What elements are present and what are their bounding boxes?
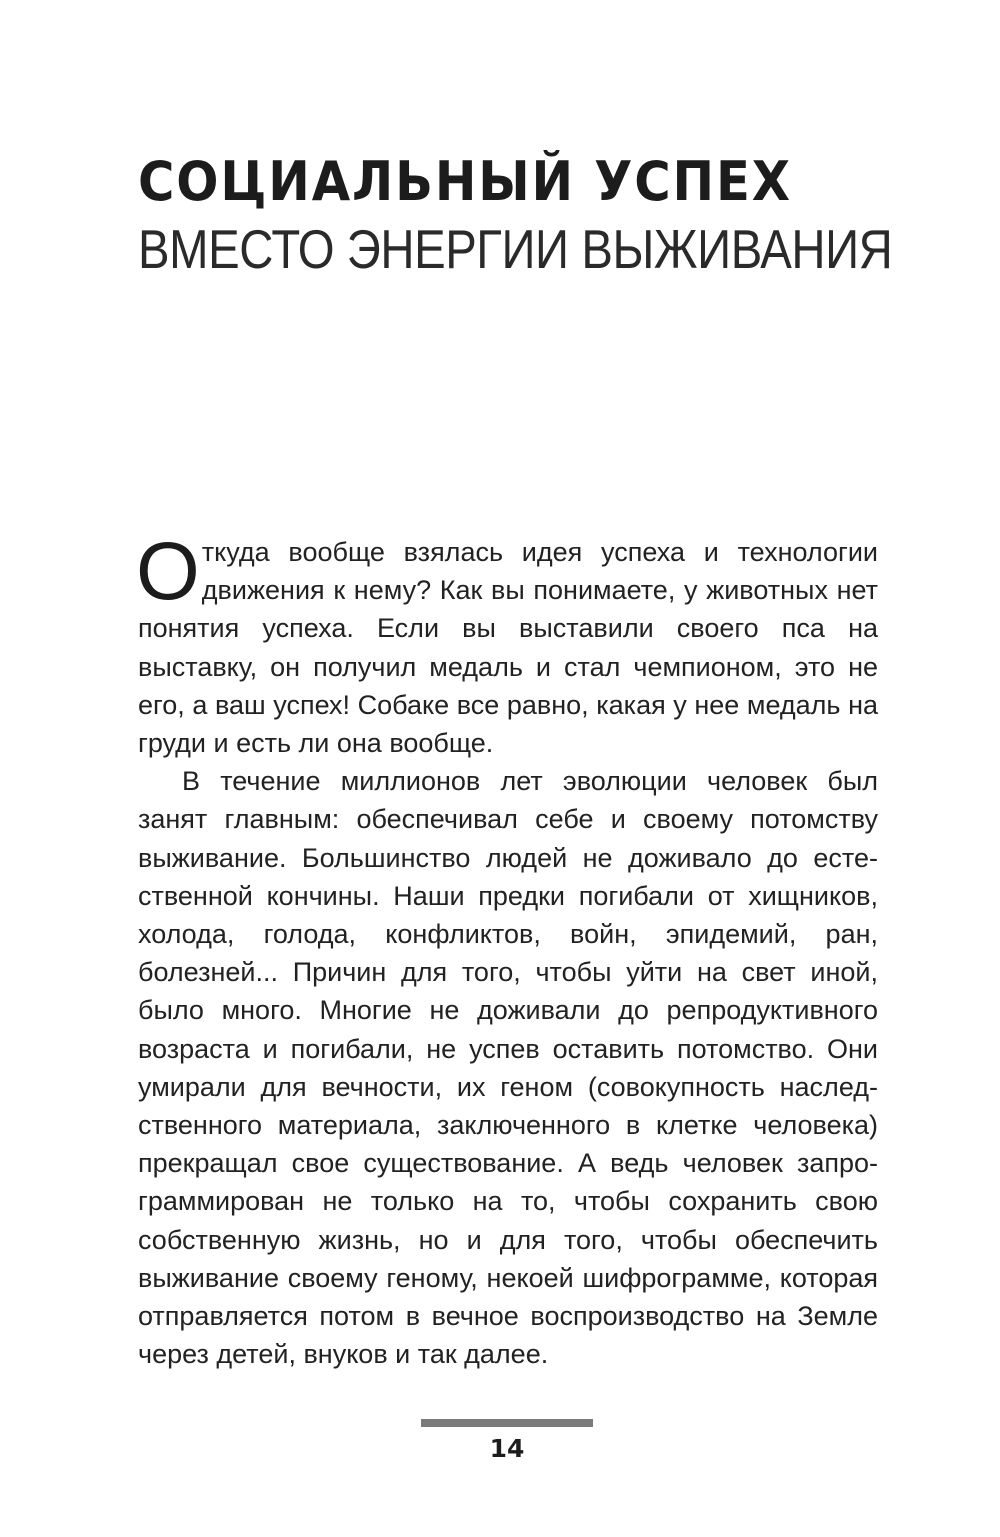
paragraph-1 <box>136 526 878 762</box>
paragraph-2: В течение миллионов лет эволюции человек был занят главным: обеспечивал себе и своему потомству выживание. Большинство людей не доживало до естественной кончины. Наши предки погибали от хищников, холода, голода, конфликтов, войн, эпидемий, ран, болезней... Причин для того, чтобы уйти на свет иной, было много. Многие не доживали до репродуктивного возраста и погибали, не успев оставить потомство. Они умирали для вечности, их геном (совокупность наследственного материала, заключенного в клетке человека) прекращал свое существование. А ведь человек запрограммирован не только на то, чтобы сохранить свою собственную жизнь, но и для того, чтобы обеспечить выживание своему геному, некоей шифрограмме, которая отправляется потом в вечное воспроизводство на Земле через детей, внуков и так далее. <box>138 766 878 1370</box>
page-number: 14 <box>489 1434 525 1463</box>
chapter-subtitle: ВМЕСТО ЭНЕРГИИ ВЫЖИВАНИЯ <box>138 218 893 280</box>
chapter-heading <box>138 150 898 282</box>
paragraph-1-text: ткуда вообще взялась идея успеха и технологии движения к нему? Как вы понимаете, у животных нет понятия успеха. Если вы выставили своего пса на выставку, он получил медаль и стал чемпионом, это не его, а ваш успех! Собаке все равно, какая у нее медаль на груди и есть ли она вообще. <box>138 537 878 759</box>
body-text <box>136 526 878 1373</box>
drop-cap: О <box>136 526 200 617</box>
footer-divider <box>421 1419 593 1427</box>
chapter-title: СОЦИАЛЬНЫЙ УСПЕХ <box>138 150 792 213</box>
